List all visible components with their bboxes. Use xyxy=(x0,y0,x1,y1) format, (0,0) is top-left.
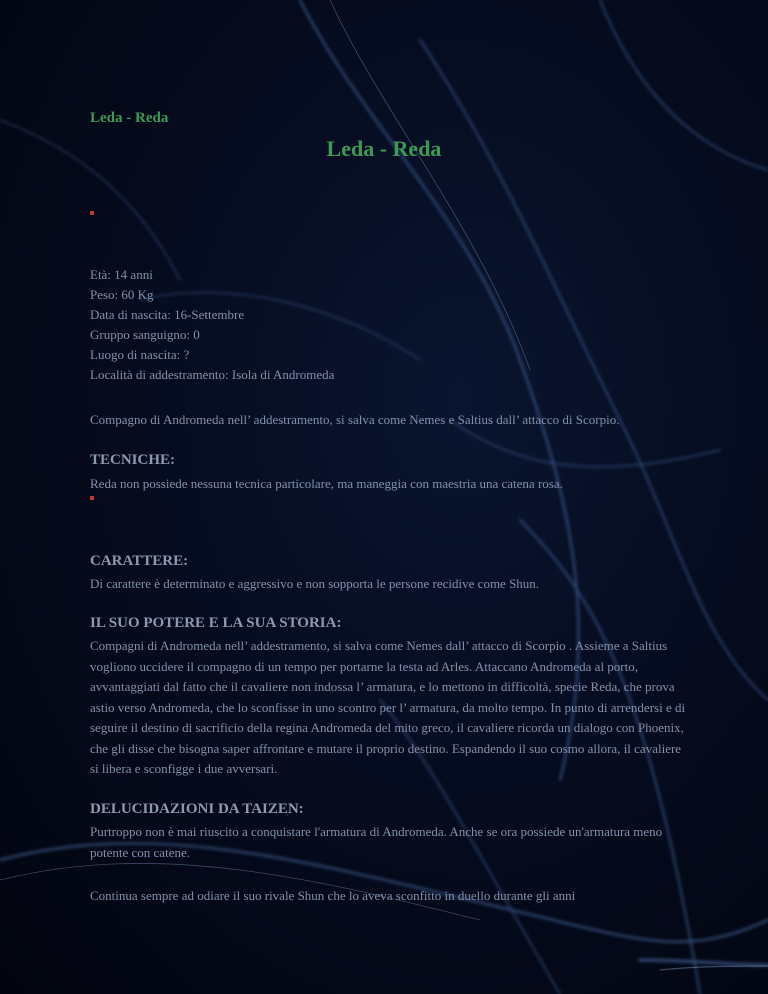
document-title: Leda - Reda xyxy=(326,136,442,161)
potere-text: Compagni di Andromeda nell’ addestramento, si salva come Nemes dall’ attacco di Scorpio . Assieme a Saltius vogliono uccidere il compagno di un tempo per portarne la testa ad Arles. Attaccano Andromeda al porto, avvantaggiati dal fatto che il cavaliere non indossa l’ armatura, e lo mettono in difficoltà, specie Reda, che prova astio verso Andromeda, che lo sconfisse in uno scontro per l’ armatura, da molto tempo. In punto di arrendersi e di seguire il destino di sacrificio della regina Andromeda del mito greco, il cavaliere ricorda un dialogo con Phoenix, che gli disse che bisogna saper affrontare e mutare il proprio destino. Espandendo il suo cosmo allora, il cavaliere si libera e sconfigge i due avversari. xyxy=(90,638,686,776)
tecniche-text: Reda non possiede nessuna tecnica particolare, ma maneggia con maestria una catena rosa. xyxy=(90,476,563,491)
carattere-text: Di carattere è determinato e aggressivo e non sopporta le persone recidive come Shun. xyxy=(90,576,540,591)
info-birthdate: Data di nascita: 16-Settembre xyxy=(90,307,245,322)
carattere-heading: CARATTERE: xyxy=(90,553,189,569)
delucidazioni-text-2: Continua sempre ad odiare il suo rivale Shun che lo aveva sconfitto in duello durante gli anni xyxy=(90,888,576,903)
info-age: Età: 14 anni xyxy=(90,267,153,282)
intro-paragraph: Compagno di Andromeda nell’ addestramento, si salva come Nemes e Saltius dall’ attacco di Scorpio. xyxy=(90,412,620,427)
info-training-place: Località di addestramento: Isola di Andromeda xyxy=(90,367,335,382)
tecniche-heading: TECNICHE: xyxy=(90,452,176,468)
bullet-marker xyxy=(90,211,94,215)
delucidazioni-heading: DELUCIDAZIONI DA TAIZEN: xyxy=(90,801,304,817)
delucidazioni-text-1: Purtroppo non è mai riuscito a conquistare l'armatura di Andromeda. Anche se ora possiede un'armatura meno potente con catene. xyxy=(90,824,663,860)
info-blood-type: Gruppo sanguigno: 0 xyxy=(90,327,200,342)
info-birthplace: Luogo di nascita: ? xyxy=(90,347,190,362)
potere-heading: IL SUO POTERE E LA SUA STORIA: xyxy=(90,615,342,631)
character-info-list xyxy=(90,265,334,385)
info-weight: Peso: 60 Kg xyxy=(90,287,154,302)
document-small-title: Leda - Reda xyxy=(90,110,169,126)
bullet-marker xyxy=(90,496,94,500)
